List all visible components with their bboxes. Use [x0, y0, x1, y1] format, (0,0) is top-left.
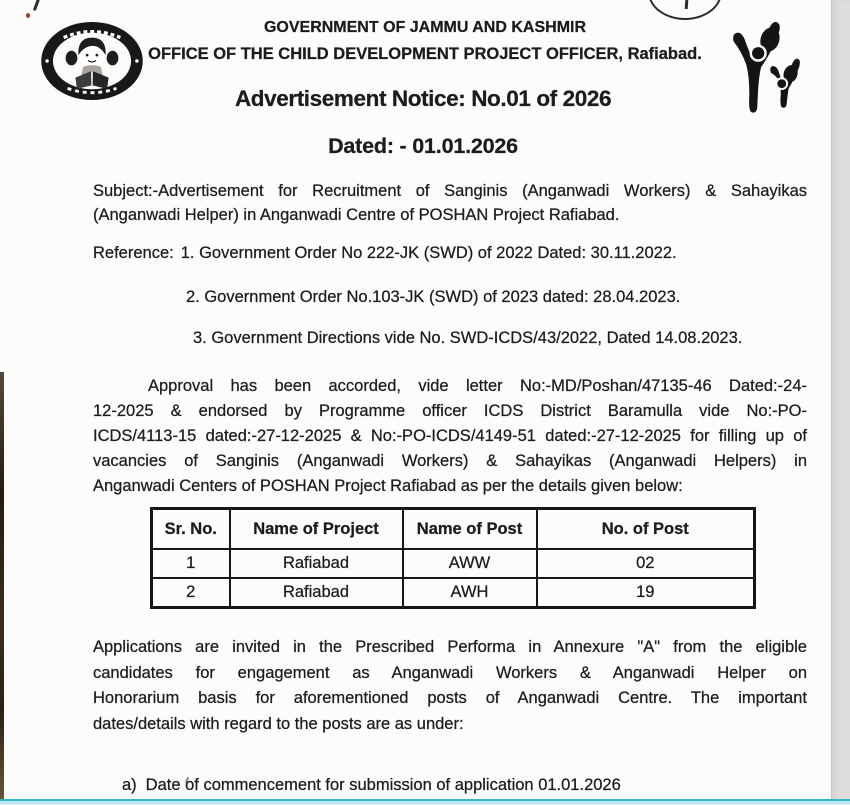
- col-header-no-of-post: No. of Post: [537, 509, 755, 550]
- red-ink-dot: [26, 13, 30, 18]
- applications-paragraph: [93, 635, 807, 737]
- reference-line-1: [93, 244, 677, 263]
- cell-post: AWH: [403, 578, 537, 608]
- applications-line: Applications are invited in the Prescribed Performa in Annexure "A" from the eligible: [93, 638, 807, 656]
- notice-date: Dated: - 01.01.2026: [328, 134, 518, 158]
- vacancy-table: [150, 507, 756, 609]
- approval-line: Anganwadi Centers of POSHAN Project Rafiabad as per the details given below:: [93, 477, 683, 495]
- approval-line: Approval has been accorded, vide letter No:-MD/Poshan/47135-46 Dated:-24-: [148, 377, 807, 395]
- cell-project: Rafiabad: [230, 549, 403, 578]
- cell-sr-no: 2: [152, 578, 230, 608]
- reference-label: Reference:: [93, 244, 174, 262]
- reference-item: 1. Government Order No 222-JK (SWD) of 2022 Dated: 30.11.2022.: [180, 244, 677, 262]
- item-text: Date of commencement for submission of application 01.01.2026: [145, 776, 621, 794]
- table-row: [152, 578, 755, 608]
- vacancy-table-header-row: [152, 509, 755, 550]
- approval-line: vacancies of Sanginis (Anganwadi Workers) & Sahayikas (Anganwadi Helpers) in: [93, 452, 807, 470]
- scan-bottom-cyan-bar: [0, 799, 850, 805]
- pen-stroke-mark: [33, 0, 40, 11]
- notice-title: Advertisement Notice: No.01 of 2026: [234, 86, 612, 111]
- office-name: OFFICE OF THE CHILD DEVELOPMENT PROJECT OFFICER, Rafiabad.: [148, 45, 702, 63]
- approval-paragraph: [93, 374, 807, 499]
- reference-line-2: 2. Government Order No.103-JK (SWD) of 2023 dated: 28.04.2023.: [186, 288, 681, 306]
- scan-left-edge-strip: [0, 372, 4, 805]
- subject-paragraph: [93, 179, 807, 227]
- col-header-name-of-post: Name of Post: [403, 509, 537, 550]
- reference-line-3: 3. Government Directions vide No. SWD-ICDS/43/2022, Dated 14.08.2023.: [193, 329, 743, 347]
- cell-count: 02: [537, 549, 755, 578]
- table-row: [152, 549, 755, 578]
- applications-line: candidates for engagement as Anganwadi Workers & Anganwadi Helper on: [93, 663, 807, 682]
- cell-post: AWW: [403, 549, 537, 578]
- cell-count: 19: [537, 578, 755, 608]
- approval-line: ICDS/4113-15 dated:-27-12-2025 & No:-PO-ICDS/4149-51 dated:-27-12-2025 for filling up of: [93, 427, 807, 445]
- item-marker: a): [122, 776, 137, 794]
- subject-line: (Anganwadi Helper) in Anganwadi Centre of POSHAN Project Rafiabad.: [93, 206, 620, 224]
- schedule-item-a: [122, 776, 621, 795]
- applications-line: dates/details with regard to the posts are as under:: [93, 714, 464, 733]
- col-header-name-of-project: Name of Project: [230, 509, 403, 550]
- government-name: GOVERNMENT OF JAMMU AND KASHMIR: [263, 19, 587, 36]
- col-header-sr-no: Sr. No.: [152, 509, 230, 550]
- subject-line: Subject:-Advertisement for Recruitment of Sanginis (Anganwadi Workers) & Sahayikas: [93, 182, 807, 200]
- applications-line: Honorarium basis for aforementioned posts of Anganwadi Centre. The important: [93, 689, 807, 707]
- approval-line: 12-2025 & endorsed by Programme officer ICDS District Baramulla vide No:-PO-: [93, 402, 807, 420]
- cell-sr-no: 1: [152, 549, 230, 578]
- scan-right-edge-strip: [831, 0, 850, 805]
- cell-project: Rafiabad: [230, 578, 403, 608]
